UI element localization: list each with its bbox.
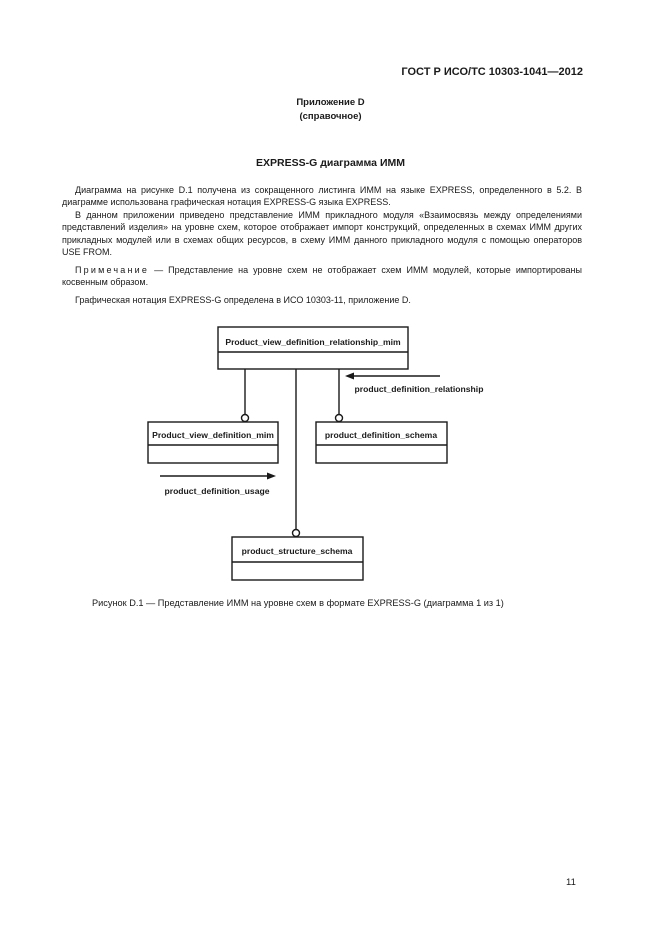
section-title: EXPRESS-G диаграмма ИММ: [256, 157, 405, 169]
usage-label: product_definition_usage: [164, 486, 270, 496]
connector-bottom-end: [293, 530, 300, 537]
document-id: ГОСТ Р ИСО/ТС 10303-1041—2012: [401, 66, 583, 78]
bottom-schema-box: [232, 537, 363, 580]
connector-right-end: [336, 415, 343, 422]
left-schema-name: Product_view_definition_mim: [152, 430, 274, 440]
connector-left-end: [242, 415, 249, 422]
note-text: — Представление на уровне схем не отображает схем ИММ модулей, которые импортированы косвенным образом.: [62, 265, 582, 288]
paragraph-3: Графическая нотация EXPRESS-G определена в ИСО 10303-11, приложение D.: [75, 295, 411, 305]
page-number: 11: [566, 877, 576, 888]
right-schema-box: [316, 422, 447, 463]
bottom-schema-name: product_structure_schema: [241, 546, 353, 556]
relationship-label: product_definition_relationship: [354, 384, 484, 394]
note-prefix: Примечание: [75, 265, 150, 275]
left-schema-box: [148, 422, 278, 463]
usage-arrowhead: [267, 473, 276, 480]
main-schema-name: Product_view_definition_relationship_mim: [225, 337, 401, 347]
paragraph-1: Диаграмма на рисунке D.1 получена из сокращенного листинга ИММ на языке EXPRESS, определенного в 5.2. В диаграмме использована графическая нотация EXPRESS-G языка EXPRESS.: [62, 185, 582, 208]
right-schema-name: product_definition_schema: [324, 430, 438, 440]
paragraph-2: В данном приложении приведено представление ИММ прикладного модуля «Взаимосвязь между определениями представлений изделия» на уровне схем, которое отображает импорт конструкций, определенных в схемах ИММ других прикладных модулей или в схемах общих ресурсов, в схему ИММ данного прикладного модуля с помощью операторов USE FROM.: [62, 209, 582, 258]
figure-caption: Рисунок D.1 — Представление ИММ на уровне схем в формате EXPRESS-G (диаграмма 1 из 1): [92, 598, 504, 608]
relationship-arrowhead: [345, 373, 354, 380]
main-schema-box: [218, 327, 408, 369]
appendix-title: Приложение D: [296, 97, 365, 108]
appendix-subtitle: (справочное): [299, 111, 362, 122]
